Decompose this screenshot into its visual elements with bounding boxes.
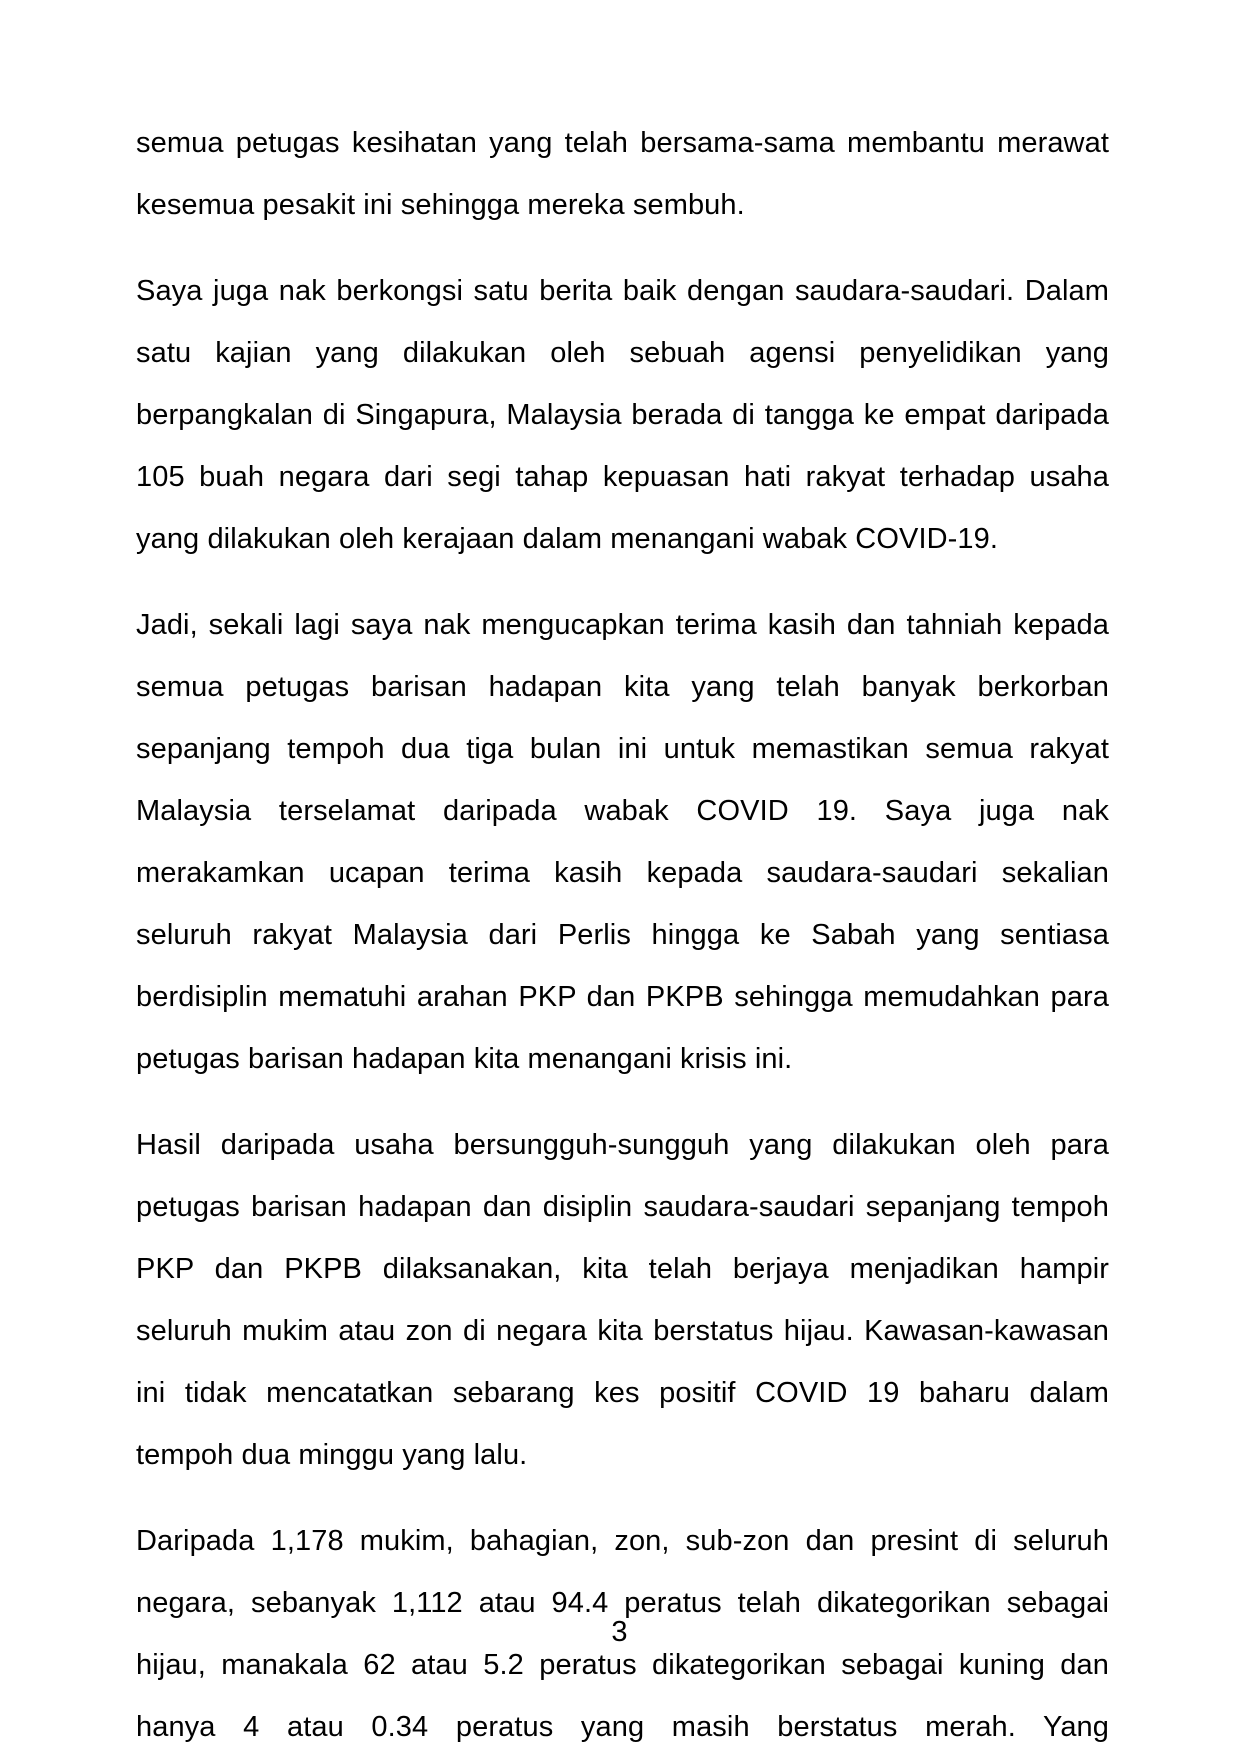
- paragraph: Jadi, sekali lagi saya nak mengucapkan terima kasih dan tahniah kepada semua petugas barisan hadapan kita yang telah banyak berkorban sepanjang tempoh dua tiga bulan ini untuk memastikan semua rakyat Malaysia terselamat daripada wabak COVID 19. Saya juga nak merakamkan ucapan terima kasih kepada saudara-saudari sekalian seluruh rakyat Malaysia dari Perlis hingga ke Sabah yang sentiasa berdisiplin mematuhi arahan PKP dan PKPB sehingga memudahkan para petugas barisan hadapan kita menangani krisis ini.: [136, 609, 1109, 1075]
- paragraph: Hasil daripada usaha bersungguh-sungguh yang dilakukan oleh para petugas barisan hadapan dan disiplin saudara-saudari sepanjang tempoh PKP dan PKPB dilaksanakan, kita telah berjaya menjadikan hampir seluruh mukim atau zon di negara kita berstatus hijau. Kawasan-kawasan ini tidak mencatatkan sebarang kes positif COVID 19 baharu dalam tempoh dua minggu yang lalu.: [136, 1129, 1109, 1471]
- paragraph: semua petugas kesihatan yang telah bersama-sama membantu merawat kesemua pesakit ini sehingga mereka sembuh.: [136, 127, 1109, 221]
- paragraph: Daripada 1,178 mukim, bahagian, zon, sub-zon dan presint di seluruh negara, sebanyak 1,112 atau 94.4 peratus telah dikategorikan sebagai hijau, manakala 62 atau 5.2 peratus dikategorikan sebagai kuning dan hanya 4 atau 0.34 peratus yang masih berstatus merah. Yang: [136, 1525, 1109, 1743]
- paragraph: Saya juga nak berkongsi satu berita baik dengan saudara-saudari. Dalam satu kajian yang dilakukan oleh sebuah agensi penyelidikan yang berpangkalan di Singapura, Malaysia berada di tangga ke empat daripada 105 buah negara dari segi tahap kepuasan hati rakyat terhadap usaha yang dilakukan oleh kerajaan dalam menangani wabak COVID-19.: [136, 275, 1109, 555]
- page-body-text: [136, 112, 1109, 1754]
- page-number: 3: [611, 1616, 628, 1648]
